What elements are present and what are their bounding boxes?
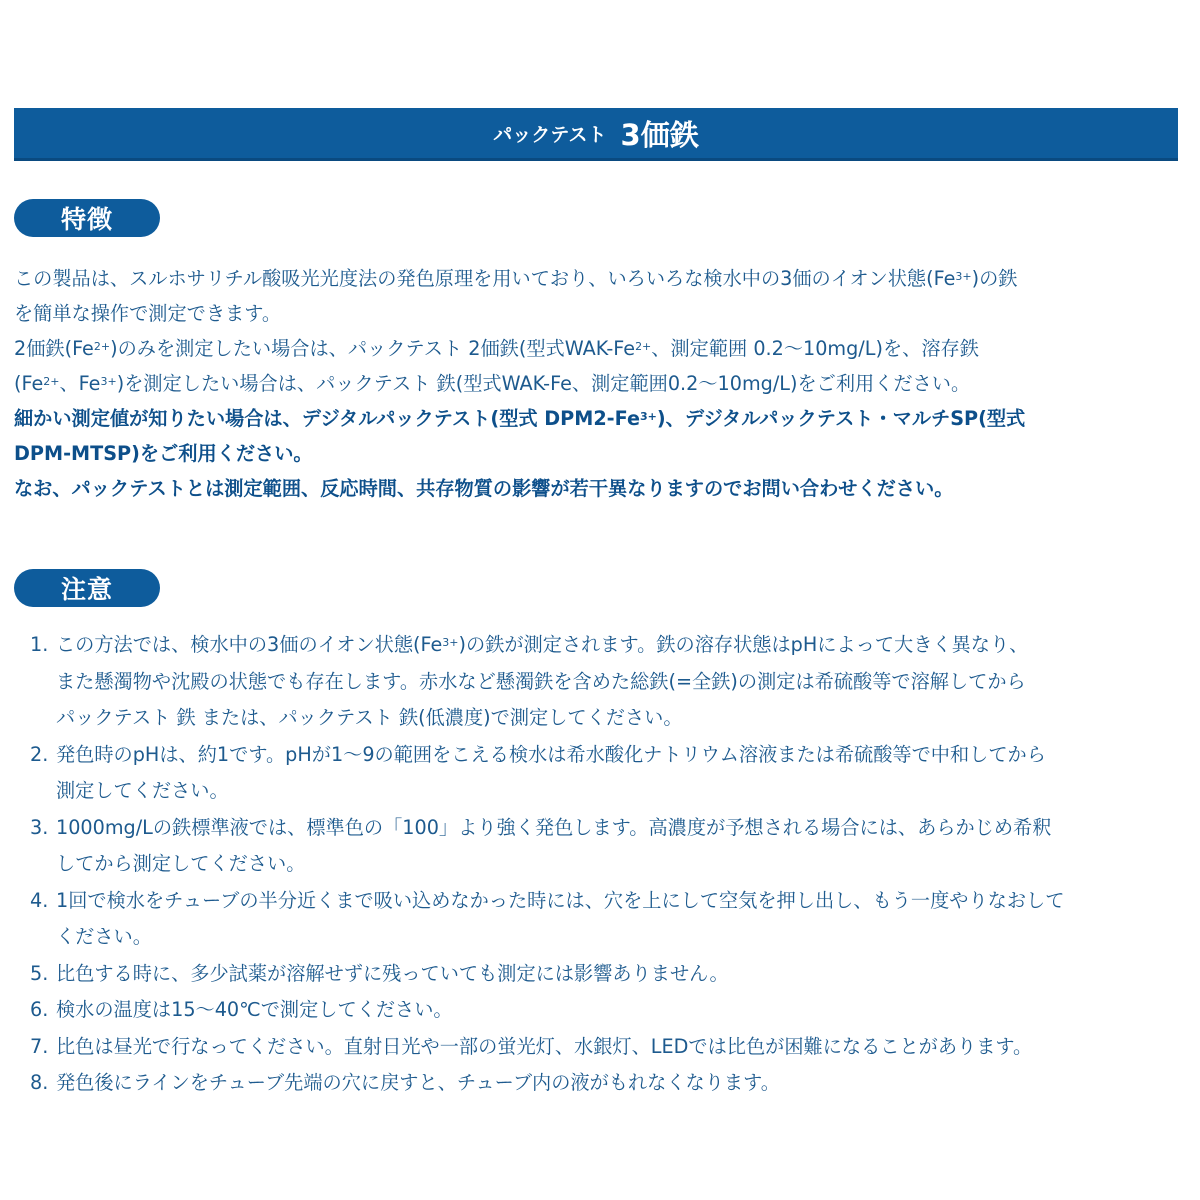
- note-number: 1.: [30, 633, 49, 656]
- features-line-5: 細かい測定値が知りたい場合は、デジタルパックテスト(型式 $DPM2-Fe^{3+}$)、デジタルパックテスト・マルチSP(型式: [14, 407, 1026, 430]
- note-item: [30, 992, 1190, 1029]
- note-number: 4.: [30, 888, 49, 912]
- features-line-6: DPM-MTSP)をご利用ください。: [14, 442, 313, 465]
- title-prefix: パックテスト: [493, 123, 607, 146]
- note-item: [30, 810, 1190, 883]
- features-line-3: 2価鉄$(Fe^{2+})$のみを測定したい場合は、パックテスト 2価鉄(型式WAK-$Fe^{2+}$、測定範囲 0.2〜10mg/L)を、溶存鉄: [14, 337, 979, 360]
- features-body: [14, 261, 1180, 506]
- note-number: 2.: [30, 742, 49, 766]
- note-text: 比色する時に、多少試薬が溶解せずに残っていても測定には影響ありません。: [56, 961, 729, 985]
- note-number: 3.: [30, 815, 49, 839]
- note-item: [30, 883, 1190, 956]
- title-main: 3価鉄: [620, 117, 699, 152]
- note-text: 1回で検水をチューブの半分近くまで吸い込めなかった時には、穴を上にして空気を押し出し、もう一度やりなおして ください。: [56, 888, 1065, 948]
- note-text: この方法では、検水中の3価のイオン状態$(Fe^{3+})$の鉄が測定されます。鉄の溶存状態はpHによって大きく異なり、 また懸濁物や沈殿の状態でも存在します。赤水など懸濁鉄を含めた総鉄(=全鉄)の測定は希硫酸等で溶解してから パックテスト 鉄 または、パックテスト 鉄(低濃度)で測定してください。: [56, 633, 1029, 729]
- notes-heading: 注意: [14, 569, 160, 607]
- note-item: [30, 627, 1190, 737]
- features-line-4: ($Fe^{2+}$、$Fe^{3+}$)を測定したい場合は、パックテスト 鉄(型式WAK-Fe、測定範囲0.2〜10mg/L)をご利用ください。: [14, 372, 971, 395]
- note-item: [30, 1029, 1190, 1066]
- features-heading: 特徴: [14, 199, 160, 237]
- note-item: [30, 1065, 1190, 1102]
- note-item: [30, 956, 1190, 993]
- note-text: 発色時のpHは、約1です。pHが1〜9の範囲をこえる検水は希水酸化ナトリウム溶液または希硫酸等で中和してから 測定してください。: [56, 742, 1046, 802]
- note-item: [30, 737, 1190, 810]
- title-bar: [14, 108, 1178, 161]
- note-text: 検水の温度は15〜40℃で測定してください。: [56, 998, 453, 1021]
- note-number: 6.: [30, 998, 49, 1021]
- note-text: 1000mg/Lの鉄標準液では、標準色の「100」より強く発色します。高濃度が予想される場合には、あらかじめ希釈 してから測定してください。: [56, 815, 1052, 875]
- note-number: 7.: [30, 1034, 49, 1058]
- features-line-7: なお、パックテストとは測定範囲、反応時間、共存物質の影響が若干異なりますのでお問い合わせください。: [14, 477, 954, 500]
- notes-list: [30, 627, 1190, 1102]
- note-number: 8.: [30, 1071, 49, 1094]
- features-line-1: この製品は、スルホサリチル酸吸光光度法の発色原理を用いており、いろいろな検水中の3価のイオン状態$(Fe^{3+})$の鉄: [14, 267, 1018, 290]
- note-text: 発色後にラインをチューブ先端の穴に戻すと、チューブ内の液がもれなくなります。: [56, 1071, 780, 1094]
- note-number: 5.: [30, 961, 49, 985]
- note-text: 比色は昼光で行なってください。直射日光や一部の蛍光灯、水銀灯、LEDでは比色が困難になることがあります。: [56, 1034, 1033, 1058]
- features-line-2: を簡単な操作で測定できます。: [14, 302, 282, 325]
